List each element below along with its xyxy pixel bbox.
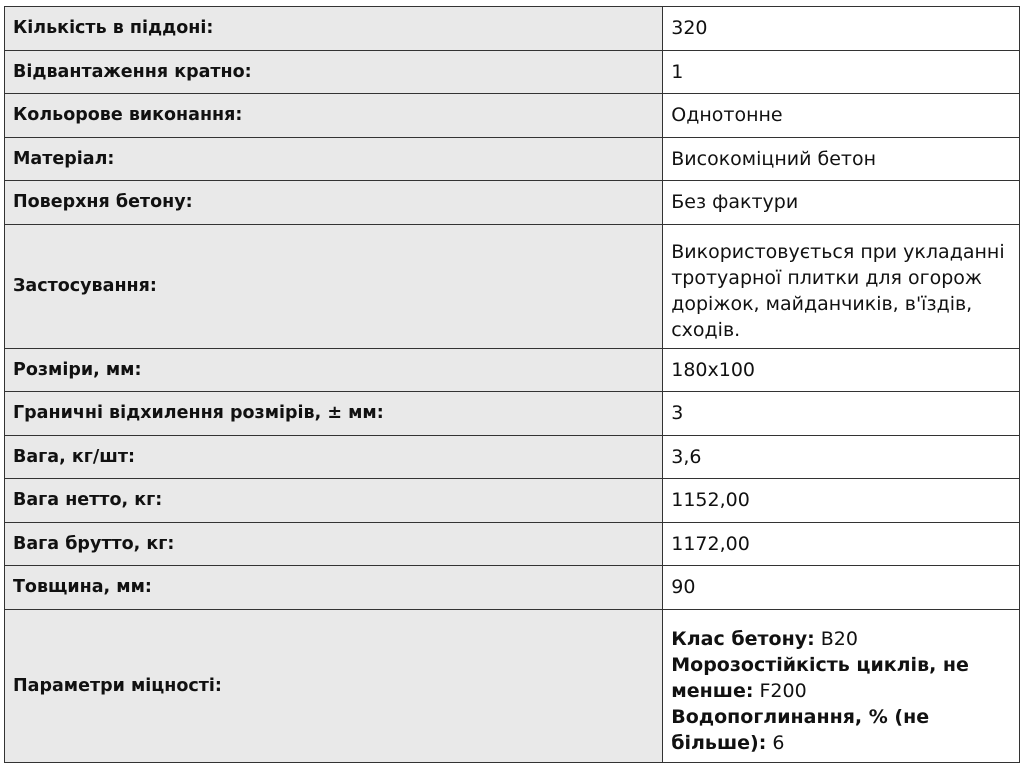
specifications-table bbox=[4, 6, 1020, 763]
spec-label: Вага брутто, кг: bbox=[5, 522, 663, 566]
spec-row-thickness bbox=[5, 566, 1020, 610]
spec-row-shipment-multiple bbox=[5, 50, 1020, 94]
water-absorption-value: 6 bbox=[772, 731, 785, 754]
concrete-class-label: Клас бетону: bbox=[671, 627, 815, 650]
spec-label: Вага, кг/шт: bbox=[5, 435, 663, 479]
spec-row-pallet-quantity bbox=[5, 7, 1020, 51]
spec-label: Товщина, мм: bbox=[5, 566, 663, 610]
water-absorption-label: Водопоглинання, % (не більше): bbox=[671, 705, 930, 754]
spec-label: Поверхня бетону: bbox=[5, 181, 663, 225]
spec-row-net-weight bbox=[5, 479, 1020, 523]
spec-value: 1 bbox=[663, 50, 1020, 94]
spec-label: Матеріал: bbox=[5, 137, 663, 181]
spec-row-color bbox=[5, 94, 1020, 138]
spec-label: Застосування: bbox=[5, 224, 663, 348]
spec-value-strength bbox=[663, 609, 1020, 762]
spec-label: Кольорове виконання: bbox=[5, 94, 663, 138]
spec-label: Граничні відхилення розмірів, ± мм: bbox=[5, 392, 663, 436]
spec-row-dimensions bbox=[5, 348, 1020, 392]
spec-value: 1172,00 bbox=[663, 522, 1020, 566]
frost-resistance-label: Морозостійкість циклів, не менше: bbox=[671, 653, 969, 702]
concrete-class-value: B20 bbox=[820, 627, 858, 650]
spec-value: Без фактури bbox=[663, 181, 1020, 225]
spec-label: Вага нетто, кг: bbox=[5, 479, 663, 523]
spec-row-tolerance bbox=[5, 392, 1020, 436]
spec-value: 1152,00 bbox=[663, 479, 1020, 523]
spec-label: Параметри міцності: bbox=[5, 609, 663, 762]
spec-row-weight-per-piece bbox=[5, 435, 1020, 479]
spec-value: 180х100 bbox=[663, 348, 1020, 392]
spec-row-gross-weight bbox=[5, 522, 1020, 566]
spec-row-strength bbox=[5, 609, 1020, 762]
frost-resistance-value: F200 bbox=[759, 679, 807, 702]
spec-value: 320 bbox=[663, 7, 1020, 51]
spec-value: 3,6 bbox=[663, 435, 1020, 479]
spec-value: Використовується при укладанні тротуарної плитки для огорож доріжок, майданчиків, в'їздів, сходів. bbox=[663, 224, 1020, 348]
spec-label: Кількість в піддоні: bbox=[5, 7, 663, 51]
spec-label: Відвантаження кратно: bbox=[5, 50, 663, 94]
spec-label: Розміри, мм: bbox=[5, 348, 663, 392]
spec-value: Однотонне bbox=[663, 94, 1020, 138]
spec-value: Високоміцний бетон bbox=[663, 137, 1020, 181]
spec-row-material bbox=[5, 137, 1020, 181]
spec-row-surface bbox=[5, 181, 1020, 225]
spec-value: 90 bbox=[663, 566, 1020, 610]
spec-row-application bbox=[5, 224, 1020, 348]
spec-value: 3 bbox=[663, 392, 1020, 436]
